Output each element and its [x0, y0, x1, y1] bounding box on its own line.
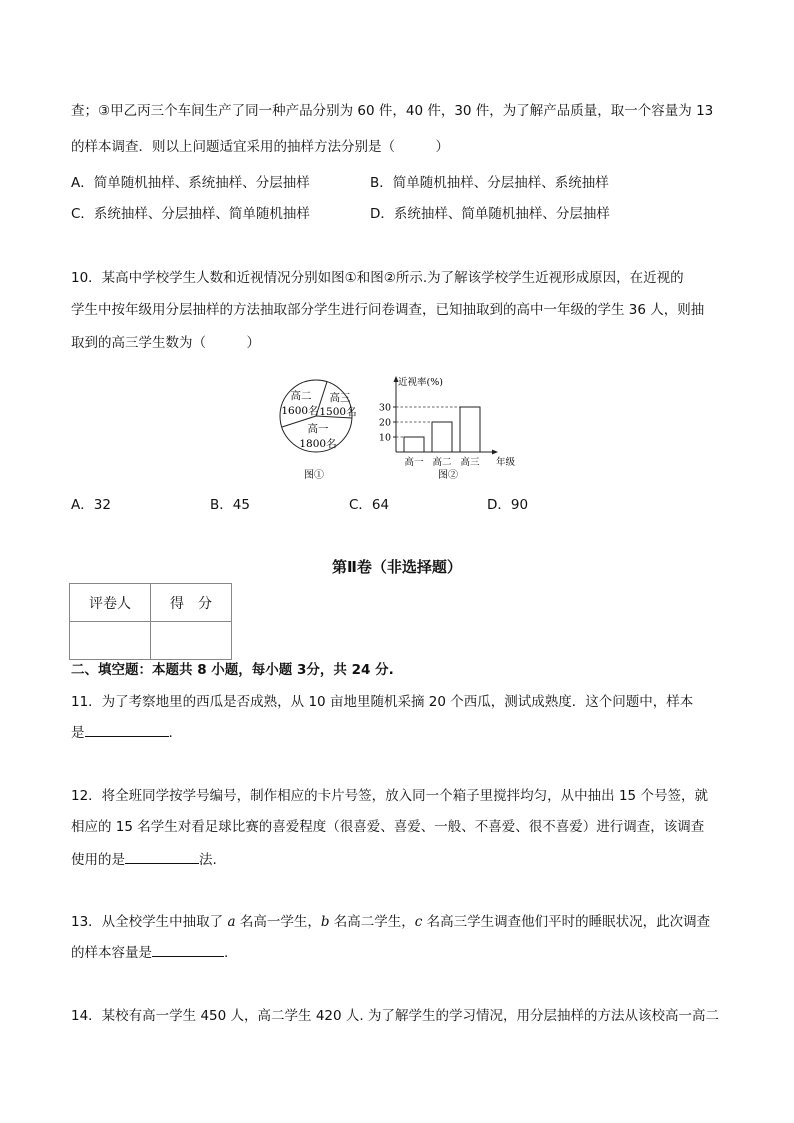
- pie-label-count-2: 1600名: [281, 405, 319, 417]
- q10-line2: 学生中按年级用分层抽样的方法抽取部分学生进行问卷调查，已知抽取到的高中一年级的学生 36 人，则抽: [71, 302, 705, 318]
- q11-line1: 11．为了考察地里的西瓜是否成熟，从 10 亩地里随机采摘 20 个西瓜，测试成熟度．这个问题中，样本: [71, 694, 694, 710]
- q13-var-c: c: [414, 914, 423, 930]
- q13-text-c: 名高二学生，: [329, 914, 415, 930]
- figure2-bar-chart: [372, 372, 522, 484]
- q10-option-b: B．45: [210, 497, 250, 513]
- q11-prefix: 是: [71, 725, 85, 741]
- q13-line2: [71, 942, 228, 963]
- q12-answer-blank[interactable]: [125, 849, 199, 864]
- q12-prefix: 使用的是: [71, 852, 125, 868]
- figure1-pie: [270, 372, 370, 484]
- q10-line3: 取到的高三学生数为（ ）: [71, 335, 260, 351]
- x-tick-label-3: 高三: [460, 457, 480, 468]
- q11-answer-blank[interactable]: [85, 722, 169, 737]
- x-axis-arrow: [492, 450, 498, 455]
- bar-3: [460, 407, 480, 452]
- q12-suffix: 法.: [199, 852, 217, 868]
- q12-line2: 相应的 15 名学生对看足球比赛的喜爱程度（很喜爱、喜爱、一般、不喜爱、很不喜爱）进行调查，该调查: [71, 819, 705, 835]
- q10-option-d: D．90: [487, 497, 529, 513]
- score-header: 得 分: [151, 584, 232, 622]
- q13-line1: [71, 912, 710, 932]
- q10-line1: 10．某高中学校学生人数和近视情况分别如图①和图②所示.为了解该学校学生近视形成原因，在近视的: [71, 270, 684, 286]
- x-tick-label-1: 高一: [404, 457, 424, 468]
- y-tick-label-20: 20: [378, 417, 391, 429]
- x-tick-label-2: 高二: [432, 457, 452, 468]
- section2-title: 第Ⅱ卷（非选择题）: [332, 558, 462, 576]
- q12-line1: 12．将全班同学按学号编号，制作相应的卡片号签，放入同一个箱子里搅拌均匀，从中抽出 15 个号签，就: [71, 788, 708, 804]
- y-axis-label: 近视率(%): [398, 377, 443, 388]
- q13-text-d: 名高三学生调查他们平时的睡眠状况，此次调查: [422, 914, 711, 930]
- q9-option-d: D．系统抽样、简单随机抽样、分层抽样: [370, 206, 610, 222]
- q13-prefix: 的样本容量是: [71, 945, 152, 961]
- q10-option-a: A．32: [71, 497, 111, 513]
- grader-score-table: [69, 583, 232, 660]
- q12-line3: [71, 849, 217, 870]
- q10-option-c: C．64: [349, 497, 390, 513]
- q9-line2: 的样本调查．则以上问题适宜采用的抽样方法分别是（ ）: [71, 139, 449, 155]
- grader-cell[interactable]: [70, 622, 151, 660]
- q13-text-b: 名高一学生，: [235, 914, 321, 930]
- q13-suffix: .: [224, 945, 229, 961]
- pie-label-grade-1: 高一: [307, 423, 329, 435]
- q13-var-a: a: [227, 914, 236, 930]
- q9-option-a: A．简单随机抽样、系统抽样、分层抽样: [71, 175, 310, 191]
- q9-option-b: B．简单随机抽样、分层抽样、系统抽样: [370, 175, 609, 191]
- bar-1: [404, 437, 424, 452]
- y-tick-label-10: 10: [378, 432, 391, 444]
- x-axis-label: 年级: [496, 457, 516, 468]
- figure2-caption: 图②: [438, 470, 458, 481]
- bar-2: [432, 422, 452, 452]
- pie-label-grade-3: 高三: [329, 392, 351, 404]
- pie-label-count-3: 1500名: [319, 406, 357, 418]
- q13-var-b: b: [320, 914, 330, 930]
- q9-line1: 查；③甲乙丙三个车间生产了同一种产品分别为 60 件，40 件，30 件，为了解产品质量，取一个容量为 13: [71, 103, 714, 119]
- q14-line1: 14．某校有高一学生 450 人，高二学生 420 人. 为了解学生的学习情况，用分层抽样的方法从该校高一高二: [71, 1008, 719, 1024]
- y-tick-label-30: 30: [378, 402, 391, 414]
- grader-header: 评卷人: [70, 584, 151, 622]
- q11-line2: [71, 722, 173, 743]
- q13-text-a: 13．从全校学生中抽取了: [71, 914, 228, 930]
- figure1-caption: 图①: [304, 470, 324, 481]
- pie-label-grade-2: 高二: [290, 390, 312, 402]
- q13-answer-blank[interactable]: [152, 942, 224, 957]
- pie-label-count-1: 1800名: [299, 438, 337, 450]
- section2-heading: 二、填空题：本题共 8 小题，每小题 3分，共 24 分.: [71, 662, 394, 678]
- q11-suffix: .: [168, 725, 173, 741]
- score-cell[interactable]: [151, 622, 232, 660]
- q9-option-c: C．系统抽样、分层抽样、简单随机抽样: [71, 206, 310, 222]
